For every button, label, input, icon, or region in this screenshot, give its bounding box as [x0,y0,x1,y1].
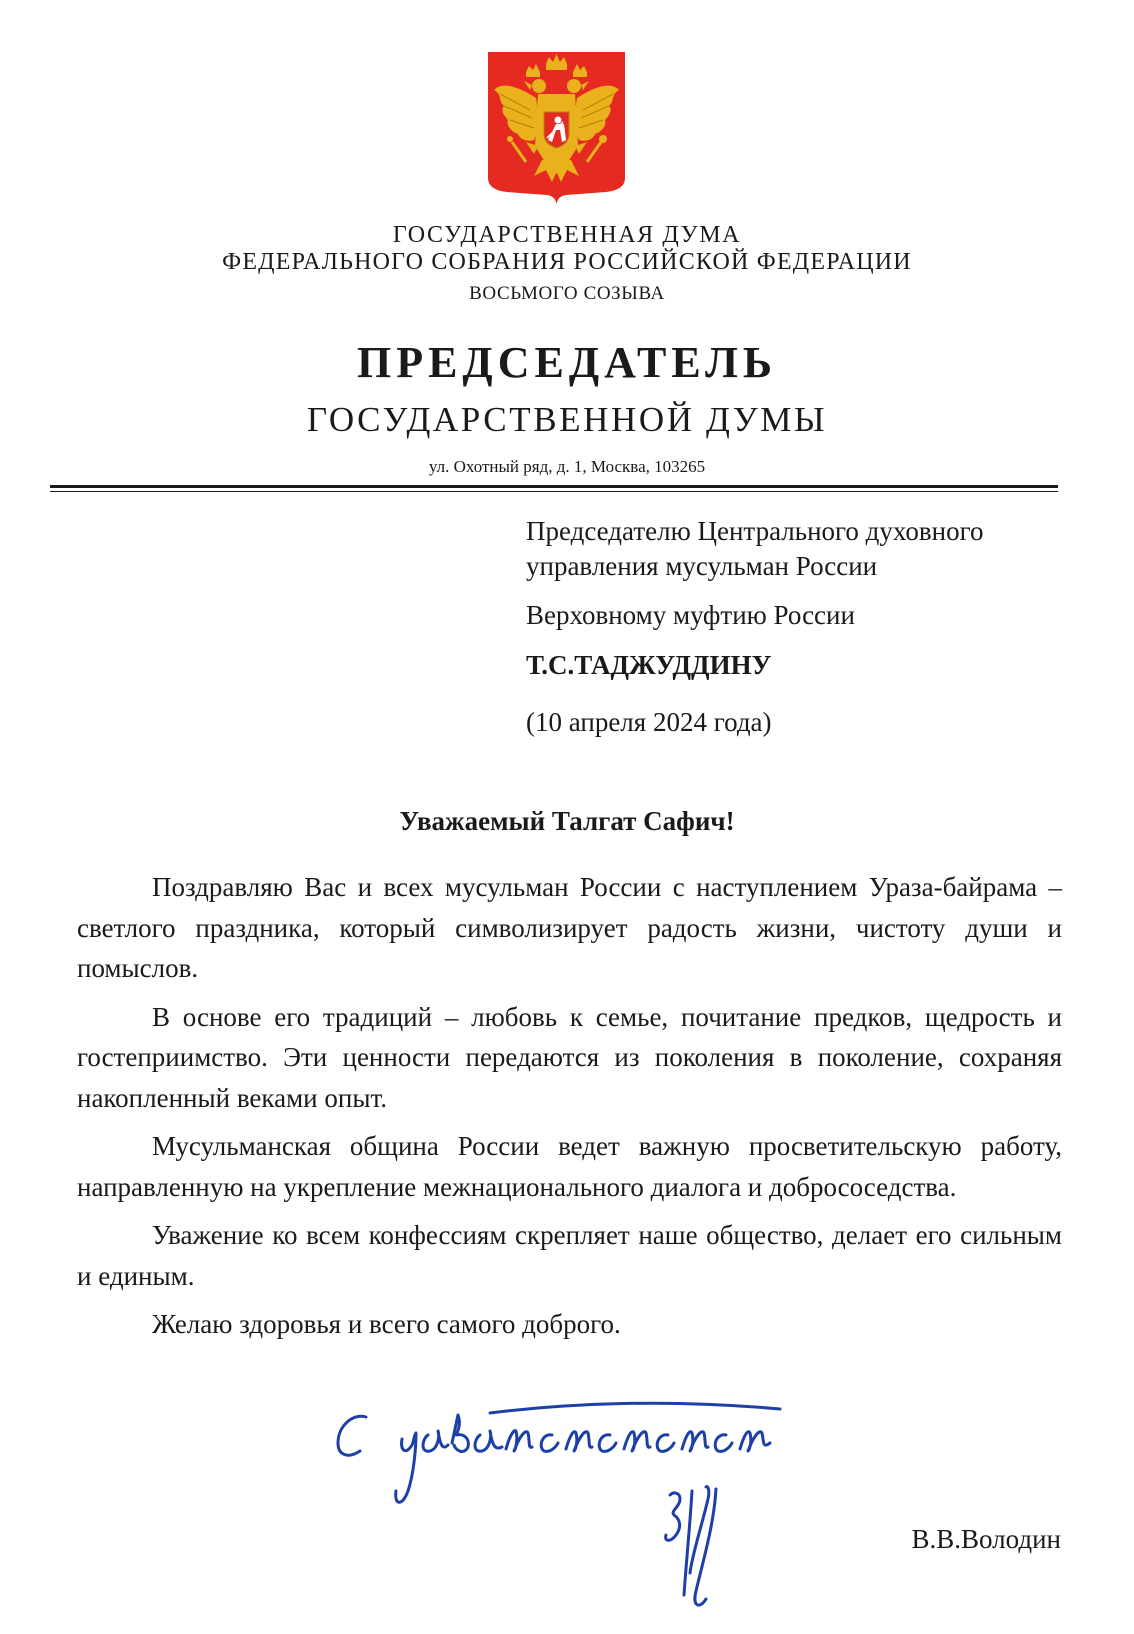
header-divider-thin [50,491,1058,492]
letter-body [77,867,1062,1353]
letterhead-line-federal-assembly: ФЕДЕРАЛЬНОГО СОБРАНИЯ РОССИЙСКОЙ ФЕДЕРАЦИИ [222,249,912,275]
letterhead-address: ул. Охотный ряд, д. 1, Москва, 103265 [428,457,706,476]
signer-name: В.В.Володин [911,1524,1061,1554]
addressee-line-1: Председателю Центрального духовного [526,516,984,546]
addressee-name: Т.С.ТАДЖУДДИНУ [526,650,772,680]
body-paragraph-1: Поздравляю Вас и всех мусульман России с наступлением Ураза-байрама – светлого праздника, который символизирует радость жизни, чистоту души и помыслов. [77,872,1062,983]
header-divider-thick [50,485,1058,488]
body-paragraph-5: Желаю здоровья и всего самого доброго. [152,1309,621,1339]
letterhead-line-convocation: ВОСЬМОГО СОЗЫВА [469,283,665,304]
letterhead-line-duma: ГОСУДАРСТВЕННАЯ ДУМА [392,222,742,248]
body-paragraph-4: Уважение ко всем конфессиям скрепляет наше общество, делает его сильным и единым. [77,1220,1062,1291]
letterhead-subtitle: ГОСУДАРСТВЕННОЙ ДУМЫ [306,400,828,439]
coat-of-arms-emblem [486,50,627,205]
body-paragraph-2: В основе его традиций – любовь к семье, почитание предков, щедрость и гостеприимство. Эти ценности передаются из поколения в поколение, сохраняя накопленный веками опыт. [77,1001,1062,1113]
salutation: Уважаемый Талгат Сафич! [399,806,735,836]
body-paragraph-3: Мусульманская община России ведет важную просветительскую работу, направленную на укрепление межнационального диалога и добрососедства. [77,1131,1062,1202]
addressee-line-3: Верховному муфтию России [526,600,855,630]
letterhead-title: ПРЕДСЕДАТЕЛЬ [356,338,777,387]
handwritten-signature [330,1395,830,1625]
addressee-line-2: управления мусульман России [526,551,878,581]
letter-date: (10 апреля 2024 года) [526,707,772,737]
